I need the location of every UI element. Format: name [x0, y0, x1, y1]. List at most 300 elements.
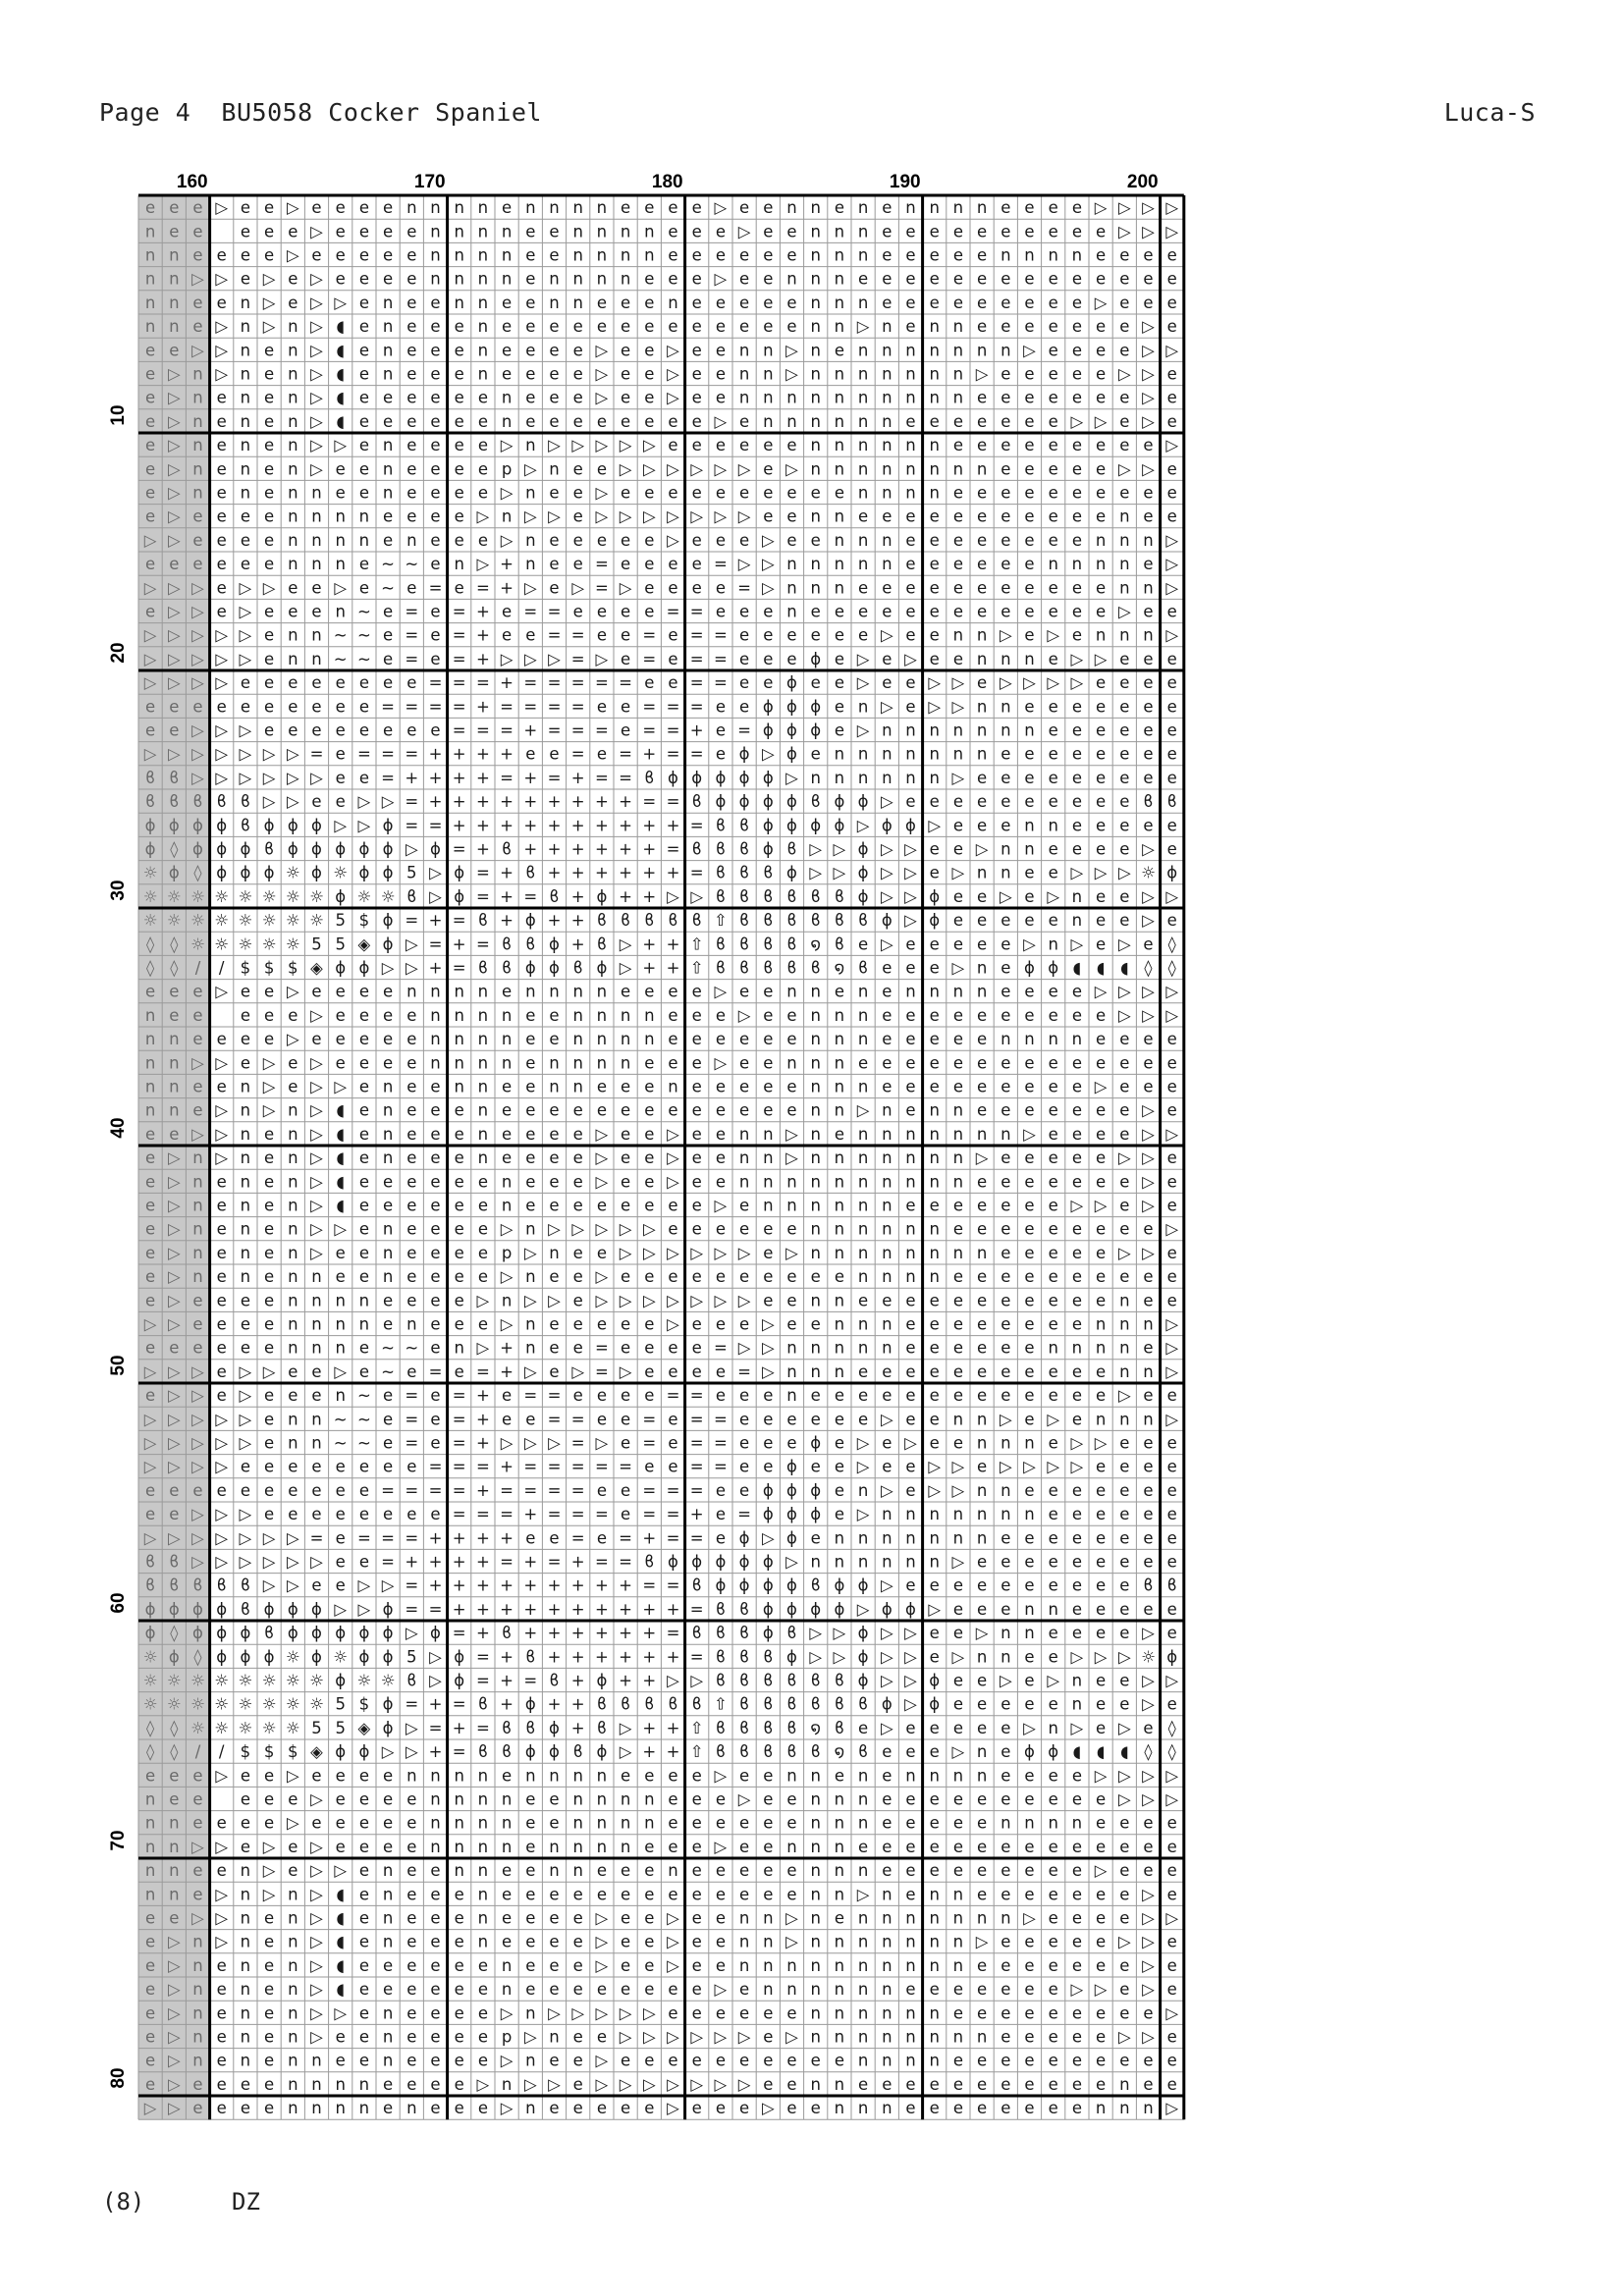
stitch-symbol: e — [763, 1410, 773, 1428]
stitch-symbol: e — [336, 1553, 346, 1572]
stitch-symbol: n — [835, 1956, 844, 1975]
stitch-symbol: n — [810, 578, 820, 597]
stitch-symbol: e — [1119, 673, 1129, 692]
stitch-symbol: + — [476, 1386, 490, 1405]
column-number-label: 190 — [890, 172, 921, 192]
stitch-symbol: n — [169, 294, 179, 312]
stitch-symbol: e — [1024, 317, 1034, 336]
stitch-symbol: n — [1119, 1362, 1129, 1381]
stitch-symbol: e — [383, 721, 393, 740]
stitch-symbol: e — [1143, 1386, 1153, 1405]
stitch-symbol: n — [810, 1362, 820, 1381]
stitch-symbol: e — [1119, 1695, 1129, 1714]
stitch-symbol: e — [1024, 294, 1034, 312]
stitch-symbol: e — [716, 436, 726, 454]
stitch-symbol: ▷ — [1118, 1006, 1131, 1025]
stitch-symbol: e — [1001, 911, 1010, 930]
stitch-symbol: ▷ — [310, 1553, 323, 1572]
stitch-symbol: n — [525, 2003, 535, 2022]
stitch-symbol: n — [810, 983, 820, 1001]
column-numbers — [177, 172, 1159, 192]
stitch-symbol: ◖ — [336, 1933, 345, 1951]
stitch-symbol: ▷ — [809, 1647, 822, 1666]
stitch-symbol: e — [1049, 745, 1058, 764]
stitch-symbol: n — [454, 1861, 463, 1880]
stitch-symbol: ▷ — [168, 2003, 181, 2022]
stitch-symbol: e — [1143, 816, 1153, 834]
stitch-symbol: e — [359, 1197, 369, 1215]
stitch-symbol: e — [739, 317, 749, 336]
stitch-symbol: e — [597, 603, 607, 621]
stitch-symbol: ▷ — [1142, 317, 1155, 336]
stitch-symbol: e — [383, 983, 393, 1001]
stitch-symbol: + — [500, 673, 514, 692]
stitch-symbol: ϕ — [1024, 1742, 1035, 1761]
stitch-symbol: = — [453, 959, 466, 978]
stitch-symbol: e — [835, 983, 844, 1001]
stitch-symbol: ▷ — [310, 1885, 323, 1903]
stitch-symbol: e — [217, 1814, 227, 1833]
stitch-symbol: = — [737, 578, 751, 597]
stitch-symbol: e — [977, 911, 987, 930]
stitch-symbol: e — [455, 389, 464, 407]
stitch-symbol: + — [548, 816, 562, 834]
stitch-symbol: = — [548, 697, 562, 716]
stitch-symbol: + — [500, 816, 514, 834]
stitch-symbol: ϕ — [882, 1695, 893, 1714]
stitch-symbol: ▷ — [358, 792, 371, 811]
stitch-symbol: ▷ — [1165, 1315, 1178, 1334]
stitch-symbol: e — [192, 983, 202, 1001]
stitch-symbol: n — [621, 1030, 630, 1048]
stitch-symbol: e — [241, 673, 250, 692]
stitch-symbol: n — [810, 270, 820, 289]
stitch-symbol: ϐ — [786, 1672, 796, 1690]
stitch-symbol: n — [1001, 840, 1010, 859]
stitch-symbol: e — [1119, 436, 1129, 454]
stitch-symbol: ϕ — [549, 1719, 560, 1737]
stitch-symbol: e — [336, 1576, 346, 1595]
stitch-symbol: e — [169, 555, 179, 573]
stitch-symbol: ▷ — [191, 341, 204, 359]
stitch-symbol: e — [1072, 1291, 1082, 1309]
stitch-symbol: + — [453, 745, 466, 764]
stitch-symbol: ▷ — [667, 1172, 679, 1191]
stitch-symbol: + — [619, 864, 632, 882]
stitch-symbol: = — [667, 1624, 680, 1642]
stitch-symbol: e — [716, 2052, 726, 2070]
stitch-symbol: e — [644, 1861, 654, 1880]
stitch-symbol: e — [573, 531, 583, 550]
stitch-symbol: e — [1119, 1125, 1129, 1144]
stitch-symbol: e — [739, 246, 749, 265]
stitch-symbol: ▷ — [1142, 1766, 1155, 1785]
stitch-symbol: ☼ — [143, 1695, 158, 1714]
stitch-symbol: ☼ — [190, 1719, 205, 1737]
stitch-symbol: + — [642, 1600, 656, 1619]
column-number-label: 170 — [414, 172, 446, 192]
stitch-symbol: n — [359, 1291, 369, 1309]
stitch-symbol: ϕ — [786, 673, 797, 692]
stitch-symbol: e — [1143, 673, 1153, 692]
stitch-symbol: e — [977, 1885, 987, 1903]
stitch-symbol: e — [1001, 1719, 1010, 1737]
stitch-symbol: ◊ — [146, 934, 155, 953]
stitch-symbol: e — [1049, 2052, 1058, 2070]
stitch-symbol: ▷ — [715, 1244, 728, 1262]
stitch-symbol: e — [716, 1790, 726, 1809]
stitch-symbol: n — [478, 198, 488, 217]
stitch-symbol: e — [264, 365, 274, 384]
stitch-symbol: e — [311, 1766, 321, 1785]
stitch-symbol: e — [241, 246, 250, 265]
stitch-symbol: e — [383, 222, 393, 240]
stitch-symbol: ▷ — [168, 1386, 181, 1405]
stitch-symbol: e — [763, 1458, 773, 1476]
stitch-symbol: ☼ — [214, 1695, 229, 1714]
stitch-symbol: e — [264, 1267, 274, 1286]
stitch-symbol: n — [383, 484, 393, 503]
stitch-symbol: ▷ — [1095, 1078, 1108, 1096]
stitch-symbol: ▷ — [738, 1291, 751, 1309]
stitch-symbol: = — [405, 816, 418, 834]
stitch-symbol: e — [1096, 816, 1106, 834]
stitch-symbol: n — [454, 1030, 463, 1048]
stitch-symbol: n — [241, 1980, 250, 1999]
stitch-symbol: e — [455, 1362, 464, 1381]
stitch-symbol: e — [644, 365, 654, 384]
stitch-symbol: e — [336, 1053, 346, 1072]
stitch-symbol: ☼ — [214, 887, 229, 906]
stitch-symbol: n — [383, 341, 393, 359]
stitch-symbol: e — [739, 1861, 749, 1880]
stitch-symbol: e — [977, 1672, 987, 1690]
stitch-symbol: n — [858, 294, 868, 312]
stitch-symbol: = — [405, 626, 418, 645]
stitch-symbol: n — [858, 1980, 868, 1999]
stitch-symbol: ϐ — [739, 1719, 749, 1737]
stitch-symbol: e — [1024, 1386, 1034, 1405]
stitch-symbol: e — [1072, 745, 1082, 764]
stitch-symbol: n — [977, 650, 987, 668]
stitch-symbol: n — [905, 459, 915, 478]
stitch-symbol: n — [383, 1861, 393, 1880]
stitch-symbol: e — [1119, 1197, 1129, 1215]
stitch-symbol: n — [311, 1291, 321, 1309]
stitch-symbol: e — [905, 1410, 915, 1428]
stitch-symbol: ▷ — [834, 1624, 846, 1642]
stitch-symbol: n — [288, 459, 298, 478]
stitch-symbol: n — [882, 1172, 892, 1191]
stitch-symbol: e — [525, 1053, 535, 1072]
stitch-symbol: ▷ — [215, 983, 228, 1001]
stitch-symbol: = — [642, 1576, 656, 1595]
stitch-symbol: ~ — [381, 1362, 395, 1381]
stitch-symbol: ▷ — [596, 365, 609, 384]
stitch-symbol: e — [1072, 603, 1082, 621]
stitch-symbol: e — [1049, 1885, 1058, 1903]
stitch-symbol: e — [145, 697, 155, 716]
stitch-symbol: = — [595, 673, 609, 692]
stitch-symbol: e — [1001, 1244, 1010, 1262]
stitch-symbol: n — [288, 1148, 298, 1167]
stitch-symbol: e — [549, 2052, 559, 2070]
stitch-symbol: e — [1072, 626, 1082, 645]
stitch-symbol: e — [217, 412, 227, 431]
stitch-symbol: ▷ — [881, 934, 893, 953]
stitch-symbol: e — [1024, 1576, 1034, 1595]
stitch-symbol: n — [953, 983, 963, 1001]
stitch-symbol: n — [288, 1434, 298, 1453]
stitch-symbol: e — [264, 246, 274, 265]
stitch-symbol: ▷ — [334, 1078, 347, 1096]
stitch-symbol: e — [1143, 1053, 1153, 1072]
stitch-symbol: e — [549, 1956, 559, 1975]
stitch-symbol: n — [905, 721, 915, 740]
stitch-symbol: n — [192, 1244, 202, 1262]
stitch-symbol: e — [811, 1267, 821, 1286]
stitch-symbol: e — [1001, 1838, 1010, 1856]
stitch-symbol: n — [597, 198, 607, 217]
stitch-symbol: e — [1167, 1148, 1177, 1167]
stitch-symbol: n — [882, 1505, 892, 1523]
stitch-symbol: e — [905, 270, 915, 289]
stitch-symbol: e — [1072, 1600, 1082, 1619]
stitch-symbol: ▷ — [928, 1458, 941, 1476]
stitch-symbol: n — [502, 412, 512, 431]
stitch-symbol: e — [953, 531, 963, 550]
stitch-symbol: = — [310, 745, 324, 764]
stitch-symbol: e — [192, 1030, 202, 1048]
stitch-symbol: ϐ — [858, 959, 868, 978]
stitch-symbol: e — [811, 484, 821, 503]
stitch-symbol: ▷ — [952, 673, 965, 692]
stitch-symbol: e — [835, 650, 844, 668]
stitch-symbol: ▷ — [904, 1624, 917, 1642]
stitch-symbol: = — [595, 1505, 609, 1523]
stitch-symbol: e — [502, 1101, 512, 1120]
stitch-symbol: e — [930, 1339, 940, 1358]
stitch-symbol: ▷ — [240, 769, 252, 787]
stitch-symbol: e — [692, 246, 702, 265]
stitch-symbol: n — [1072, 246, 1082, 265]
stitch-symbol: n — [1119, 2075, 1129, 2094]
stitch-symbol: e — [359, 459, 369, 478]
stitch-symbol: n — [882, 341, 892, 359]
stitch-symbol: e — [288, 1053, 298, 1072]
stitch-symbol: ▷ — [620, 578, 632, 597]
stitch-symbol: ☼ — [143, 911, 158, 930]
stitch-symbol: n — [169, 1861, 179, 1880]
stitch-symbol: e — [905, 1742, 915, 1761]
stitch-symbol: e — [644, 2052, 654, 2070]
stitch-symbol: ◊ — [1144, 1742, 1153, 1761]
stitch-symbol: e — [811, 603, 821, 621]
stitch-symbol: = — [667, 1528, 680, 1547]
stitch-symbol: e — [668, 555, 677, 573]
stitch-symbol: n — [858, 2003, 868, 2022]
stitch-symbol: e — [692, 1814, 702, 1833]
stitch-symbol: e — [1001, 769, 1010, 787]
stitch-symbol: e — [1001, 1742, 1010, 1761]
stitch-symbol: e — [359, 697, 369, 716]
stitch-symbol: ▷ — [762, 531, 775, 550]
stitch-symbol: e — [1119, 341, 1129, 359]
stitch-symbol: ϕ — [739, 769, 750, 787]
stitch-symbol: e — [383, 2075, 393, 2094]
stitch-symbol: e — [217, 1172, 227, 1191]
stitch-symbol: ▷ — [144, 578, 157, 597]
stitch-symbol: e — [644, 1909, 654, 1928]
stitch-symbol: = — [690, 1386, 704, 1405]
stitch-symbol: ▷ — [215, 1434, 228, 1453]
stitch-symbol: n — [835, 1885, 844, 1903]
stitch-symbol: = — [548, 1410, 562, 1428]
stitch-symbol: e — [597, 531, 607, 550]
stitch-symbol: n — [929, 2052, 939, 2070]
stitch-symbol: e — [1049, 1244, 1058, 1262]
stitch-symbol: 5 — [311, 1719, 322, 1737]
stitch-symbol: e — [478, 389, 488, 407]
stitch-symbol: = — [571, 1410, 585, 1428]
stitch-symbol: ▷ — [1118, 459, 1131, 478]
stitch-symbol: ϐ — [811, 911, 821, 930]
stitch-symbol: ▷ — [881, 792, 893, 811]
stitch-symbol: ϐ — [858, 1742, 868, 1761]
stitch-symbol: e — [406, 1838, 416, 1856]
stitch-symbol: ▷ — [715, 412, 728, 431]
stitch-symbol: n — [478, 1006, 488, 1025]
stitch-symbol: ϐ — [241, 1576, 250, 1595]
stitch-symbol: + — [523, 1553, 537, 1572]
stitch-symbol: n — [929, 341, 939, 359]
stitch-symbol: ▷ — [240, 1505, 252, 1523]
stitch-symbol: ▷ — [144, 1528, 157, 1547]
stitch-symbol: ▷ — [191, 1125, 204, 1144]
stitch-symbol: n — [145, 317, 155, 336]
stitch-symbol: ϕ — [145, 1600, 156, 1619]
stitch-symbol: n — [810, 1838, 820, 1856]
stitch-symbol: e — [882, 270, 892, 289]
stitch-symbol: n — [311, 626, 321, 645]
stitch-symbol: ϕ — [786, 1576, 797, 1595]
stitch-symbol: e — [549, 1790, 559, 1809]
stitch-symbol: e — [1096, 1909, 1106, 1928]
stitch-symbol: e — [1001, 2003, 1010, 2022]
stitch-symbol: e — [786, 1291, 796, 1309]
stitch-symbol: n — [835, 246, 844, 265]
stitch-symbol: e — [192, 1339, 202, 1358]
stitch-symbol: e — [739, 294, 749, 312]
stitch-symbol: e — [668, 1434, 677, 1453]
stitch-symbol: e — [1143, 934, 1153, 953]
stitch-symbol: e — [1119, 697, 1129, 716]
stitch-symbol: n — [145, 1101, 155, 1120]
stitch-symbol: = — [453, 721, 466, 740]
stitch-symbol: e — [1024, 1078, 1034, 1096]
stitch-symbol: + — [642, 1719, 656, 1737]
stitch-symbol: e — [977, 317, 987, 336]
stitch-symbol: e — [786, 1315, 796, 1334]
stitch-symbol: ▷ — [1118, 603, 1131, 621]
stitch-symbol: n — [192, 484, 202, 503]
stitch-symbol: e — [953, 2075, 963, 2094]
stitch-symbol: ▷ — [215, 1838, 228, 1856]
stitch-symbol: n — [192, 1148, 202, 1167]
stitch-symbol: ▷ — [596, 389, 609, 407]
stitch-symbol: n — [288, 1933, 298, 1951]
stitch-symbol: e — [406, 507, 416, 526]
stitch-symbol: e — [311, 673, 321, 692]
stitch-symbol: ~ — [381, 578, 395, 597]
stitch-symbol: ϕ — [739, 1553, 750, 1572]
stitch-symbol: e — [763, 270, 773, 289]
stitch-symbol: ▷ — [168, 1244, 181, 1262]
stitch-symbol: n — [478, 1125, 488, 1144]
stitch-symbol: = — [429, 697, 443, 716]
stitch-symbol: e — [1072, 2075, 1082, 2094]
stitch-symbol: ▷ — [571, 1362, 584, 1381]
stitch-symbol: n — [905, 2003, 915, 2022]
stitch-symbol: ϐ — [525, 1719, 535, 1737]
stitch-symbol: n — [882, 389, 892, 407]
stitch-symbol: ϕ — [383, 816, 394, 834]
stitch-symbol: ໑ — [835, 959, 845, 978]
stitch-symbol: ▷ — [952, 769, 965, 787]
stitch-symbol: e — [1001, 1600, 1010, 1619]
stitch-symbol: e — [977, 222, 987, 240]
stitch-symbol: e — [406, 1458, 416, 1476]
stitch-symbol: e — [692, 1339, 702, 1358]
stitch-symbol: ϐ — [835, 1719, 844, 1737]
stitch-symbol: n — [241, 2028, 250, 2047]
stitch-symbol: e — [359, 2052, 369, 2070]
stitch-symbol: e — [930, 1624, 940, 1642]
stitch-symbol: ϕ — [763, 721, 774, 740]
stitch-symbol: e — [430, 1220, 440, 1239]
stitch-symbol: e — [264, 412, 274, 431]
stitch-symbol: n — [145, 1838, 155, 1856]
stitch-symbol: n — [977, 459, 987, 478]
stitch-symbol: n — [597, 983, 607, 1001]
stitch-symbol: e — [835, 626, 844, 645]
stitch-symbol: = — [642, 1481, 656, 1500]
stitch-symbol: = — [714, 1410, 728, 1428]
stitch-symbol: e — [1072, 1006, 1082, 1025]
stitch-symbol: e — [1119, 769, 1129, 787]
stitch-symbol: e — [621, 1148, 630, 1167]
stitch-symbol: n — [383, 2003, 393, 2022]
stitch-symbol: n — [192, 1220, 202, 1239]
stitch-symbol: n — [572, 1006, 582, 1025]
stitch-symbol: ▷ — [168, 1410, 181, 1428]
stitch-symbol: ◖ — [336, 341, 345, 359]
stitch-symbol: e — [1119, 1838, 1129, 1856]
stitch-symbol: e — [217, 507, 227, 526]
stitch-symbol: e — [217, 1481, 227, 1500]
stitch-symbol: n — [858, 1956, 868, 1975]
stitch-symbol: + — [667, 816, 680, 834]
stitch-symbol: ~ — [357, 1410, 371, 1428]
stitch-symbol: + — [619, 1600, 632, 1619]
stitch-symbol: ▷ — [1000, 673, 1012, 692]
stitch-symbol: e — [192, 2099, 202, 2117]
stitch-symbol: n — [288, 626, 298, 645]
stitch-symbol: n — [430, 270, 440, 289]
stitch-symbol: n — [572, 198, 582, 217]
stitch-symbol: e — [430, 507, 440, 526]
stitch-symbol: = — [642, 697, 656, 716]
